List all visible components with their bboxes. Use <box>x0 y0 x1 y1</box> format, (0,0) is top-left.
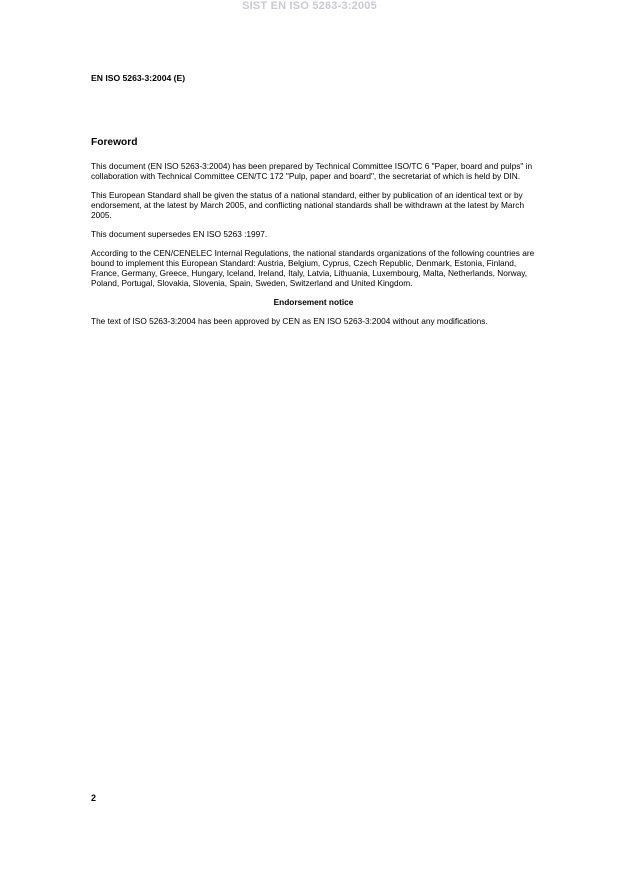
watermark: SIST EN ISO 5263-3:2005 <box>242 0 377 12</box>
foreword-paragraph-4: According to the CEN/CENELEC Internal Regulations, the national standards organizations of the following countries are bound to implement this European Standard: Austria, Belgium, Cyprus, Czech Republic, Denmark, Estonia, Finland, France, Germany, Greece, Hungary, Iceland, Ireland, Italy, Latvia, Lithuania, Luxembourg, Malta, Netherlands, Norway, Poland, Portugal, Slovakia, Slovenia, Spain, Sweden, Switzerland and United Kingdom. <box>91 247 535 289</box>
foreword-heading: Foreword <box>91 137 138 148</box>
endorsement-text: The text of ISO 5263-3:2004 has been approved by CEN as EN ISO 5263-3:2004 without any modifications. <box>91 316 488 327</box>
main-content <box>91 137 536 335</box>
foreword-paragraph-1: This document (EN ISO 5263-3:2004) has been prepared by Technical Committee ISO/TC 6 "Paper, board and pulps" in collaboration with Technical Committee CEN/TC 172 "Pulp, paper and board", the secretariat of which is held by DIN. <box>91 161 533 182</box>
foreword-paragraph-2: This European Standard shall be given the status of a national standard, either by publication of an identical text or by endorsement, at the latest by March 2005, and conflicting national standards shall be withdrawn at the latest by March 2005. <box>91 189 525 221</box>
endorsement-heading: Endorsement notice <box>273 297 354 308</box>
page-number: 2 <box>91 793 97 803</box>
foreword-paragraph-3: This document supersedes EN ISO 5263 :1997. <box>91 229 268 240</box>
document-id: EN ISO 5263-3:2004 (E) <box>91 73 186 83</box>
